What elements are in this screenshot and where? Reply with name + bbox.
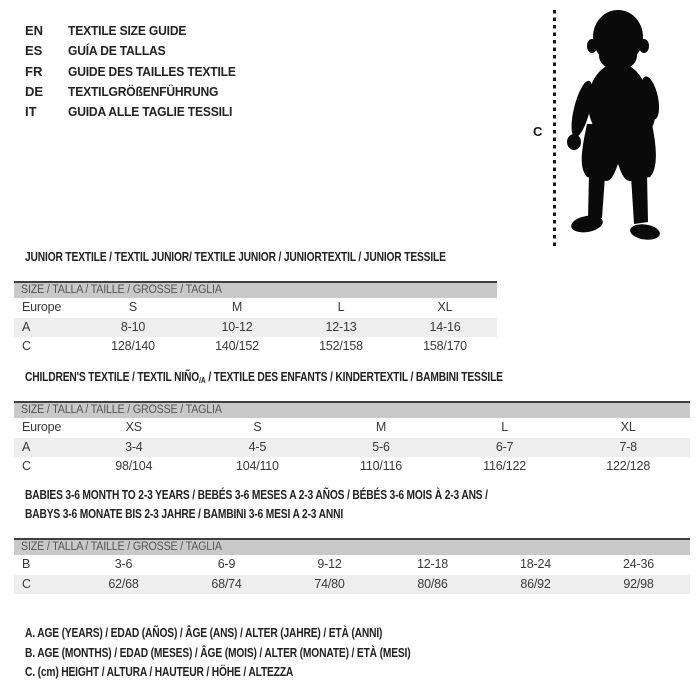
lang-row-de (25, 82, 248, 102)
lang-code: ES (25, 43, 43, 59)
lang-title: TEXTILE SIZE GUIDE (68, 23, 187, 38)
table-cell: 116/122 (483, 459, 526, 473)
children-title-suffix: / TEXTILE DES ENFANTS / KINDERTEXTIL / BAMBINI TESSILE (205, 370, 503, 384)
table-cell: 86/92 (520, 576, 551, 591)
note-c-text: C. (cm) HEIGHT / ALTURA / HAUTEUR / HÖHE / ALTEZZA (25, 665, 294, 679)
row-label: C (22, 576, 31, 591)
children-size-table (14, 418, 690, 477)
note-a (25, 624, 495, 644)
children-section-title (25, 368, 608, 391)
row-label: Europe (22, 300, 62, 314)
row-label: A (22, 439, 31, 454)
table-row-europe (14, 418, 690, 438)
table-cell: 122/128 (606, 459, 651, 473)
table-cell: M (375, 420, 387, 434)
table-cell: 7-8 (619, 439, 637, 454)
lang-code: EN (25, 23, 44, 38)
lang-title: GUÍA DE TALLAS (68, 43, 166, 59)
children-title-text (25, 368, 503, 391)
note-c (25, 663, 495, 683)
size-header-text: SIZE / TALLA / TAILLE / GRÖSSE / TAGLIA (21, 284, 222, 296)
table-cell: S (128, 300, 138, 314)
table-cell: 74/80 (314, 576, 345, 591)
lang-code: IT (25, 104, 37, 120)
height-measure-label: C (533, 124, 543, 139)
size-header-text: SIZE / TALLA / TAILLE / GRÖSSE / TAGLIA (21, 541, 222, 553)
table-cell: L (501, 420, 508, 434)
table-row-age (14, 318, 497, 338)
babies-title-line2: BABYS 3-6 MONATE BIS 2-3 JAHRE / BAMBINI 3-6 MESI A 2-3 ANNI (25, 506, 344, 521)
lang-row-it (25, 102, 248, 122)
children-title-prefix: CHILDREN'S TEXTILE / TEXTIL NIÑO (25, 370, 200, 384)
table-cell: 3-4 (125, 439, 143, 454)
table-cell: 10-12 (221, 319, 253, 334)
table-cell: 110/116 (360, 459, 402, 473)
table-cell: S (253, 420, 262, 434)
table-cell: 12-18 (417, 557, 448, 571)
children-table (14, 401, 690, 477)
lang-title: TEXTILGRÖßENFÜHRUNG (68, 83, 219, 99)
babies-size-header (14, 538, 690, 555)
lang-row-en (25, 21, 248, 41)
table-cell: 104/110 (235, 459, 279, 473)
lang-row-fr (25, 62, 248, 82)
baby-silhouette-image (560, 6, 680, 246)
table-cell: 9-12 (317, 557, 342, 571)
table-row-height (14, 575, 690, 595)
height-measure-line (553, 10, 556, 247)
junior-size-table (14, 298, 497, 357)
note-b-text: B. AGE (MONTHS) / EDAD (MESES) / ÂGE (MOIS) / ALTER (MONATE) / ETÀ (MESI) (25, 645, 411, 660)
table-cell: 5-6 (372, 439, 390, 454)
lang-code: FR (25, 63, 43, 79)
table-cell: XL (437, 300, 453, 314)
table-cell: 152/158 (319, 339, 363, 353)
row-label: C (22, 339, 31, 353)
row-label: A (22, 319, 31, 334)
table-row-age (14, 438, 690, 458)
table-cell: 3-6 (114, 557, 133, 571)
language-list (25, 21, 248, 122)
junior-size-header (14, 281, 497, 298)
table-cell: XS (125, 420, 142, 434)
babies-section-title (25, 486, 589, 523)
children-size-header (14, 401, 690, 418)
table-cell: 128/140 (111, 339, 155, 353)
babies-title-line1: BABIES 3-6 MONTH TO 2-3 YEARS / BEBÉS 3-6 MESES A 2-3 AÑOS / BÉBÉS 3-6 MOIS À 2-3 ANS / (25, 488, 488, 502)
table-cell: 6-9 (217, 557, 236, 571)
table-row-europe (14, 298, 497, 318)
table-cell: 14-16 (429, 319, 461, 334)
lang-row-es (25, 41, 248, 61)
row-label: Europe (22, 420, 62, 434)
lang-title: GUIDE DES TAILLES TEXTILE (68, 63, 236, 79)
row-label: B (22, 557, 31, 571)
table-cell: 140/152 (215, 339, 259, 353)
table-cell: 12-13 (325, 319, 357, 334)
table-cell: M (231, 300, 243, 314)
table-row-height (14, 457, 690, 477)
note-b (25, 644, 495, 664)
table-cell: 4-5 (248, 439, 267, 454)
row-label: C (22, 459, 31, 473)
table-cell: 6-7 (495, 439, 514, 454)
junior-table (14, 281, 497, 357)
junior-section-title (25, 248, 538, 267)
junior-title-text: JUNIOR TEXTILE / TEXTIL JUNIOR/ TEXTILE JUNIOR / JUNIORTEXTIL / JUNIOR TESSILE (25, 250, 446, 264)
table-cell: L (337, 300, 345, 314)
note-a-text: A. AGE (YEARS) / EDAD (AÑOS) / ÂGE (ANS) / ALTER (JAHRE) / ETÀ (ANNI) (25, 626, 383, 640)
table-cell: 8-10 (120, 319, 146, 334)
lang-title: GUIDA ALLE TAGLIE TESSILI (68, 104, 233, 120)
table-cell: 98/104 (115, 459, 153, 473)
table-cell: 18-24 (520, 557, 551, 571)
table-cell: 80/86 (417, 576, 448, 591)
size-header-text: SIZE / TALLA / TAILLE / GRÖSSE / TAGLIA (21, 404, 222, 416)
children-title-sub: /A (199, 376, 206, 385)
lang-code: DE (25, 83, 44, 99)
table-cell: 68/74 (211, 576, 242, 591)
babies-size-table (14, 555, 690, 594)
babies-table (14, 538, 690, 594)
table-row-months (14, 555, 690, 575)
table-cell: 62/68 (108, 576, 139, 591)
table-cell: 24-36 (623, 557, 654, 571)
table-row-height (14, 337, 497, 357)
legend-notes (25, 624, 495, 683)
table-cell: 92/98 (623, 576, 654, 591)
table-cell: 158/170 (423, 339, 467, 353)
table-cell: XL (620, 420, 636, 434)
